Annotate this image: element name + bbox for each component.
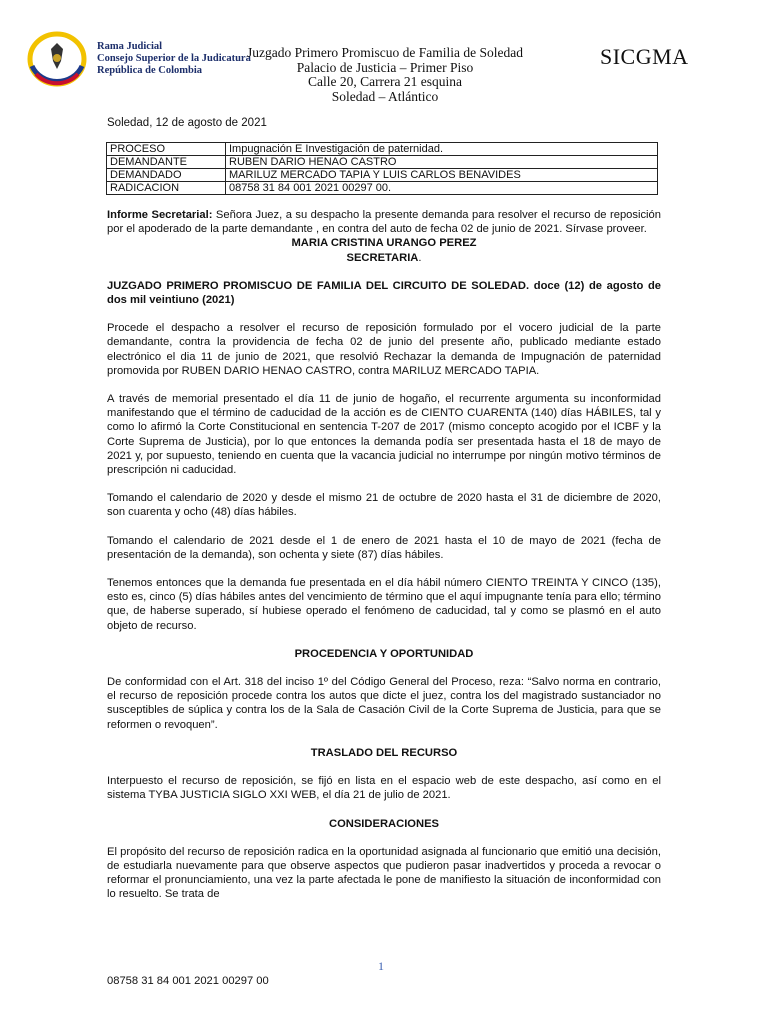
- court-name: Juzgado Primero Promiscuo de Familia de Soledad: [247, 45, 523, 60]
- document-body: [107, 208, 661, 902]
- case-value: RUBEN DARIO HENAO CASTRO: [226, 156, 658, 169]
- page-number: 1: [378, 959, 384, 973]
- paragraph: Tenemos entonces que la demanda fue presentada en el día hábil número CIENTO TREINTA Y CINCO (135), esto es, cinco (5) días hábiles antes del vencimiento de término que el aquí impugnante tenía para ello; término que, de haberse superado, sí hubiese operado el fenómeno de caducidad, tal y como se plasmó en el auto objeto de recurso.: [107, 577, 661, 632]
- signer-name: [107, 236, 661, 250]
- court-city: Soledad – Atlántico: [331, 88, 439, 104]
- case-key: RADICACION: [107, 182, 226, 195]
- signer-role: [107, 251, 661, 265]
- court-letterhead: [220, 46, 550, 104]
- table-row: [107, 143, 658, 156]
- org-line-2: Consejo Superior de la Judicatura: [97, 53, 251, 64]
- document-date: Soledad, 12 de agosto de 2021: [107, 117, 267, 129]
- table-row: [107, 156, 658, 169]
- paragraph: El propósito del recurso de reposición radica en la oportunidad asignada al funcionario que emitió una decisión, de estudiarla nuevamente para que observe aspectos que pudieron pasar inadvertidos y proceda a revocar o reformar el pronunciamiento, una vez la parte afectada le pone de manifiesto la situación de inconformidad con lo resuelto. Se trata de: [107, 845, 661, 901]
- paragraph: Procede el despacho a resolver el recurso de reposición formulado por el vocero judicial de la parte demandante, contra la providencia de fecha 02 de junio del presente año, publicado mediante estado electrónico el dia 11 de junio de 2021, que resolvió Rechazar la demanda de Impugnación de paternidad promovida por RUBEN DARIO HENAO CASTRO, contra MARILUZ MERCADO TAPIA.: [107, 322, 661, 377]
- secretarial-report: [107, 208, 661, 236]
- case-key: PROCESO: [107, 143, 226, 156]
- case-key: DEMANDADO: [107, 169, 226, 182]
- court-heading-text: JUZGADO PRIMERO PROMISCUO DE FAMILIA DEL CIRCUITO DE SOLEDAD. doce (12) de agosto de dos mil veintiuno (2021): [107, 279, 661, 307]
- org-line-1: Rama Judicial: [97, 41, 163, 52]
- case-info-table: [106, 142, 658, 195]
- case-value: 08758 31 84 001 2021 00297 00.: [226, 182, 658, 195]
- case-value: Impugnación E Investigación de paternidad.: [226, 143, 658, 156]
- case-value: MARILUZ MERCADO TAPIA Y LUIS CARLOS BENAVIDES: [226, 169, 658, 182]
- section-heading: [107, 817, 661, 831]
- paragraph: Tomando el calendario de 2021 desde el 1 de enero de 2021 hasta el 10 de mayo de 2021 (fecha de presentación de la demanda), son ochenta y siete (87) días hábiles.: [107, 534, 661, 561]
- paragraph: De conformidad con el Art. 318 del inciso 1º del Código General del Proceso, reza: “Salvo norma en contrario, el recurso de reposición procede contra los autos que dicte el juez, contra los del magistrado sustanciador no susceptibles de súplica y contra los de la Sala de Casación Civil de la Corte Suprema de Justicia, para que se reformen o revoquen”.: [107, 676, 661, 731]
- org-line-3: República de Colombia: [97, 65, 203, 76]
- section-heading: [107, 746, 661, 760]
- court-heading: [107, 279, 661, 307]
- case-key: DEMANDANTE: [107, 156, 226, 169]
- section-heading-text: PROCEDENCIA Y OPORTUNIDAD: [294, 647, 474, 660]
- brand-mark: SICGMA: [600, 44, 689, 69]
- report-label: Informe Secretarial:: [107, 209, 213, 221]
- section-heading-text: CONSIDERACIONES: [328, 817, 440, 830]
- report-text: Señora Juez, a su despacho la presente demanda para resolver el recurso de reposición por el apoderado de la parte demandante , en contra del auto de fecha 02 de junio de 2021. Sírvase proveer.: [107, 209, 661, 236]
- paragraph: Tomando el calendario de 2020 y desde el mismo 21 de octubre de 2020 hasta el 31 de diciembre de 2020, son cuarenta y ocho (48) días hábiles.: [107, 492, 661, 519]
- court-building: Palacio de Justicia – Primer Piso: [296, 59, 474, 75]
- table-row: [107, 182, 658, 195]
- footer-radicacion: 08758 31 84 001 2021 00297 00: [107, 975, 269, 987]
- judicial-seal-logo: [26, 30, 88, 88]
- signer-role-period: .: [418, 251, 422, 264]
- section-heading: [107, 647, 661, 661]
- court-street: Calle 20, Carrera 21 esquina: [307, 74, 463, 89]
- paragraph: A través de memorial presentado el día 11 de junio de hogaño, el recurrente argumenta su inconformidad manifestando que el término de caducidad de la acción es de CIENTO CUARENTA (140) días HÁBILES, tal y como lo afirmó la Corte Constitucional en sentencia T-207 de 2017 (mismo concepto acogido por el ICBF y la Corte Suprema de Justicia), por lo que entonces la demanda podía ser presentada hasta el 18 de mayo de 2021 y, por supuesto, teniendo en cuenta que la vacancia judicial no interrumpe por ningún motivo términos de prescripción ni caducidad.: [107, 393, 661, 477]
- signer-name-text: MARIA CRISTINA URANGO PEREZ: [291, 237, 477, 250]
- section-heading-text: TRASLADO DEL RECURSO: [310, 746, 458, 759]
- table-row: [107, 169, 658, 182]
- signer-role-text: SECRETARIA: [346, 251, 419, 264]
- paragraph: Interpuesto el recurso de reposición, se fijó en lista en el espacio web de este despacho, así como en el sistema TYBA JUSTICIA SIGLO XXI WEB, el día 21 de julio de 2021.: [107, 775, 661, 802]
